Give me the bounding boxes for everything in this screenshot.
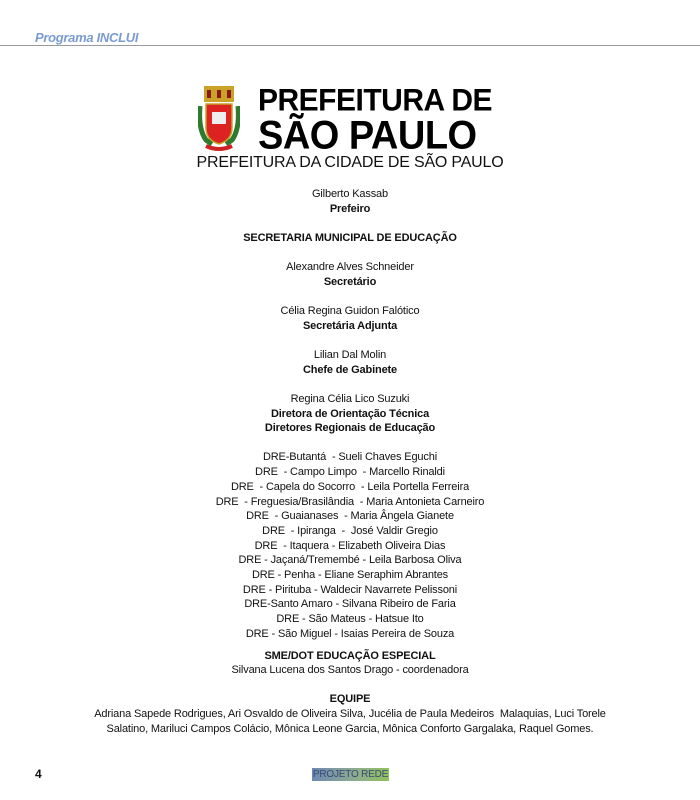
page-number: 4 [35, 767, 42, 781]
chief-role: Chefe de Gabinete [302, 363, 398, 376]
dre-item: DRE - São Mateus - Hatsue Ito [276, 613, 424, 626]
team-line: Adriana Sapede Rodrigues, Ari Osvaldo de Oliveira Silva, Jucélia de Paula Medeiros Malaquias, Luci Torele [94, 708, 606, 721]
deputy-role: Secretária Adjunta [302, 319, 398, 332]
header-divider [0, 45, 700, 46]
dre-item: DRE - São Miguel - Isaias Pereira de Souza [245, 627, 455, 640]
logo-line-1: PREFEITURA DE [258, 83, 493, 118]
dre-item: DRE - Jaçaná/Tremembé - Leila Barbosa Oliva [238, 554, 462, 567]
dre-item: DRE - Guaianases - Maria Ângela Gianete [246, 510, 454, 523]
dre-item: DRE - Freguesia/Brasilândia - Maria Antonieta Carneiro [215, 495, 485, 508]
projeto-rede-badge: PROJETO REDE [312, 769, 389, 780]
special-coordinator: Silvana Lucena dos Santos Drago - coordenadora [231, 664, 469, 677]
dre-item: DRE - Penha - Eliane Seraphim Abrantes [251, 569, 449, 582]
team-heading: EQUIPE [329, 693, 371, 706]
chief-name: Lilian Dal Molin [313, 348, 387, 361]
secretariat-heading: SECRETARIA MUNICIPAL DE EDUCAÇÃO [243, 231, 457, 244]
secretary-name: Alexandre Alves Schneider [286, 261, 414, 274]
dre-item: DRE - Capela do Socorro - Leila Portella Ferreira [230, 480, 470, 493]
deputy-name: Célia Regina Guidon Falótico [280, 305, 420, 318]
dre-item: DRE - Ipiranga - José Valdir Gregio [262, 524, 438, 537]
director-role: Diretora de Orientação Técnica [270, 407, 430, 420]
director-name: Regina Célia Lico Suzuki [290, 392, 410, 405]
coat-of-arms-icon [198, 84, 240, 152]
dre-item: DRE - Campo Limpo - Marcello Rinaldi [255, 466, 445, 479]
dre-item: DRE-Butantá - Sueli Chaves Eguchi [262, 451, 438, 464]
running-header: Programa INCLUI [35, 30, 139, 45]
mayor-role: Prefeiro [329, 202, 371, 215]
special-heading: SME/DOT EDUCAÇÃO ESPECIAL [264, 649, 436, 662]
regional-heading: Diretores Regionais de Educação [264, 422, 436, 435]
team-line: Salatino, Mariluci Campos Colácio, Mônica Leone Garcia, Mônica Conforto Gargalaka, Raquel Gomes. [106, 722, 594, 735]
logo-line-2: SÃO PAULO [258, 113, 477, 159]
mayor-name: Gilberto Kassab [311, 188, 388, 200]
credits [0, 187, 700, 737]
prefeitura-logo [198, 83, 498, 159]
secretary-role: Secretário [323, 275, 377, 288]
dre-item: DRE - Pirituba - Waldecir Navarrete Pelissoni [242, 583, 458, 596]
logo-subtitle: PREFEITURA DA CIDADE DE SÃO PAULO [196, 154, 504, 171]
dre-item: DRE - Itaquera - Elizabeth Oliveira Dias [254, 539, 446, 552]
dre-item: DRE-Santo Amaro - Silvana Ribeiro de Faria [244, 598, 456, 611]
